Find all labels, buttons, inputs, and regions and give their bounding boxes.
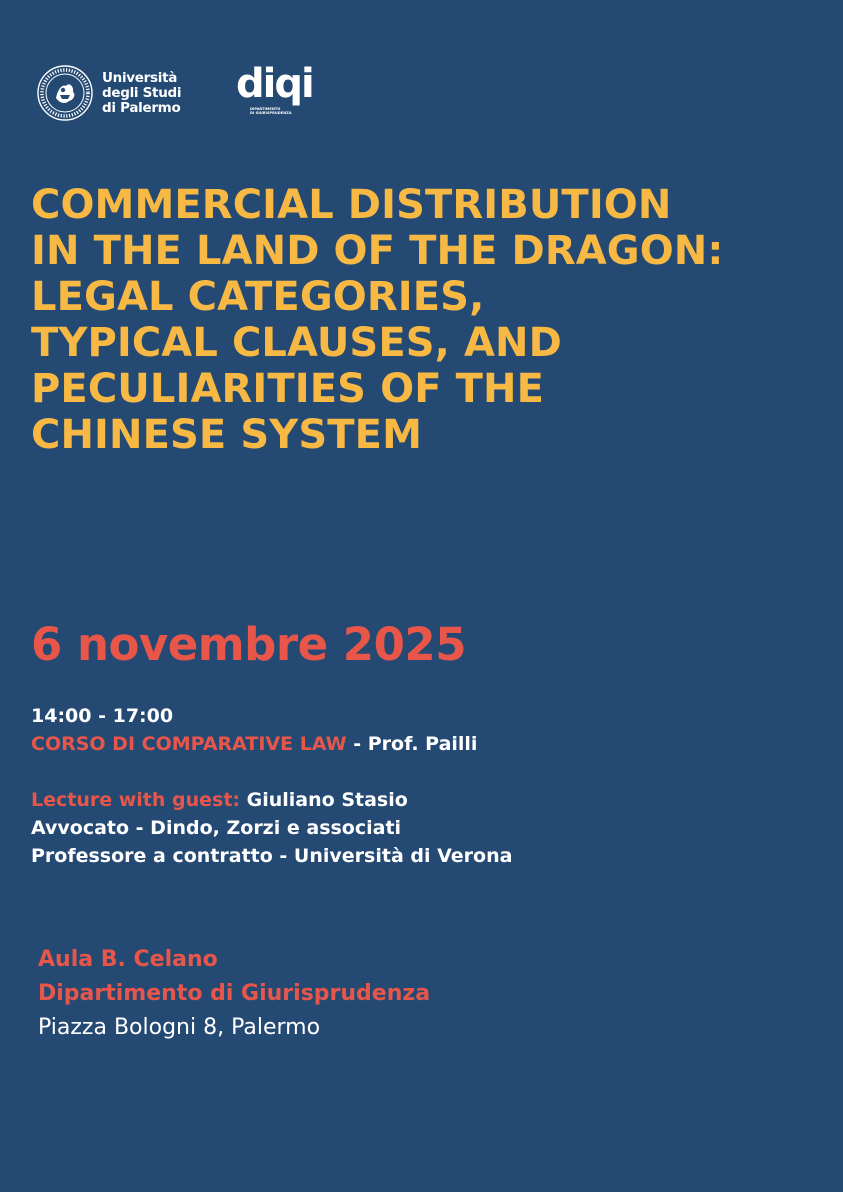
- location-department: Dipartimento di Giurisprudenza: [38, 981, 431, 1006]
- title-line-5: PECULIARITIES OF THE: [31, 366, 545, 412]
- guest-line: [31, 786, 811, 814]
- university-name: [102, 71, 181, 116]
- guest-name: Giuliano Stasio: [240, 789, 408, 811]
- spacer: [31, 758, 811, 786]
- event-date: 6 novembre 2025: [31, 618, 467, 671]
- department-logo-subtitle: [250, 107, 320, 116]
- location-address: Piazza Bologni 8, Palermo: [38, 1015, 321, 1040]
- event-time: 14:00 - 17:00: [31, 705, 174, 727]
- department-logo-sub2: DI GIURISPRUDENZA: [250, 111, 292, 116]
- department-logo: [236, 62, 326, 122]
- university-name-line2: degli Studi: [102, 84, 182, 101]
- event-title: [31, 182, 821, 458]
- guest-role-1: Avvocato - Dindo, Zorzi e associati: [31, 817, 402, 839]
- course-line: [31, 730, 811, 758]
- lecture-label: Lecture with guest:: [31, 789, 241, 811]
- university-seal-icon: [36, 64, 94, 122]
- title-line-2: IN THE LAND OF THE DRAGON:: [31, 228, 724, 274]
- department-logo-word: diqi: [236, 61, 313, 107]
- university-name-line1: Università: [102, 69, 178, 86]
- course-professor: - Prof. Pailli: [346, 733, 478, 755]
- university-logo: [36, 64, 181, 122]
- course-label: CORSO DI COMPARATIVE LAW: [31, 733, 347, 755]
- department-logo-sub1: DIPARTIMENTO: [250, 107, 281, 111]
- title-line-6: CHINESE SYSTEM: [31, 412, 422, 458]
- event-location: [38, 943, 430, 1045]
- title-line-4: TYPICAL CLAUSES, AND: [31, 320, 562, 366]
- title-line-3: LEGAL CATEGORIES,: [31, 274, 485, 320]
- event-info: [31, 702, 811, 870]
- guest-role-2: Professore a contratto - Università di Verona: [31, 845, 513, 867]
- university-name-line3: di Palermo: [102, 99, 181, 116]
- location-room: Aula B. Celano: [38, 947, 218, 972]
- title-line-1: COMMERCIAL DISTRIBUTION: [31, 182, 672, 228]
